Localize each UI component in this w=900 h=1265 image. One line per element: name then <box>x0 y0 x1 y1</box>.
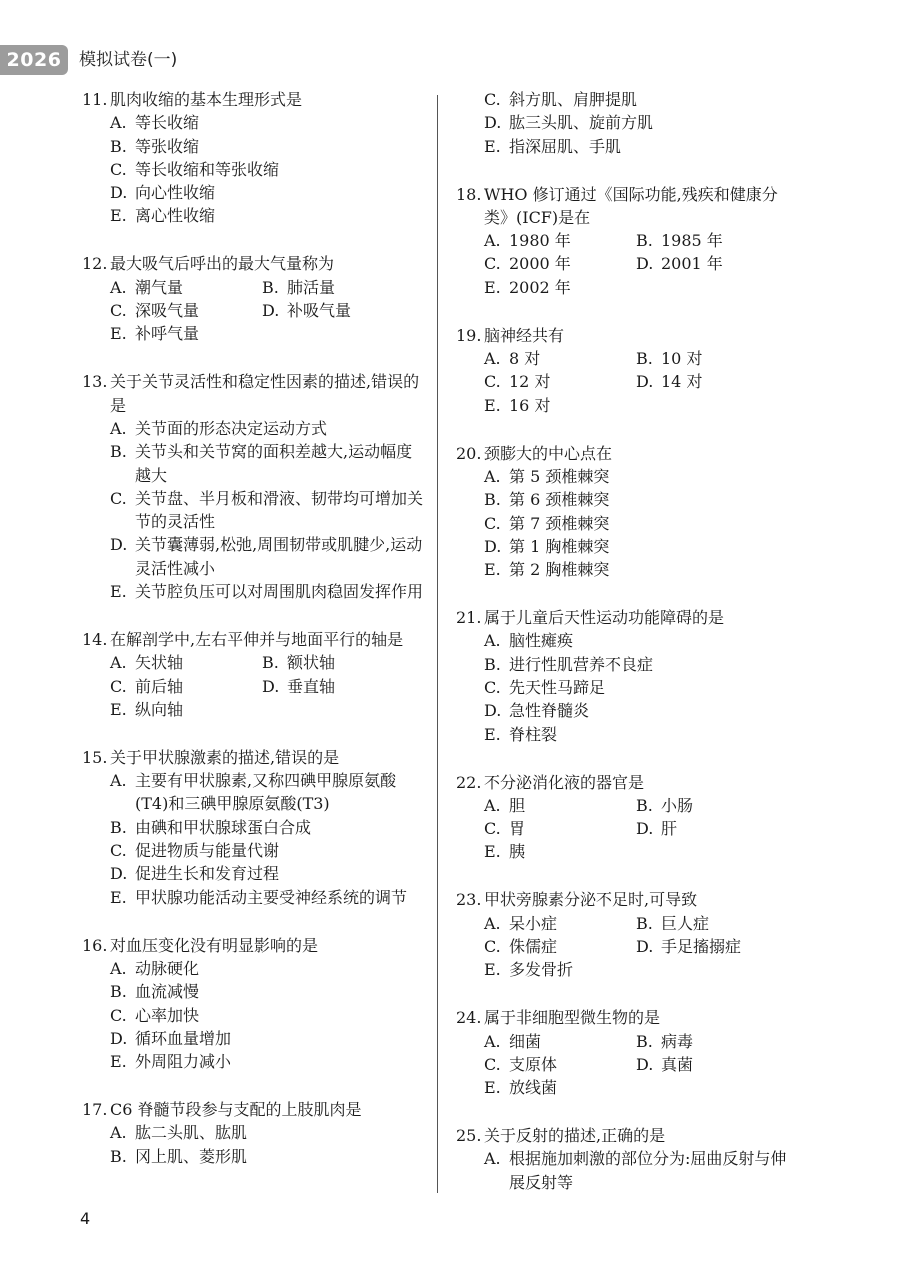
option-e: E. 补呼气量 <box>110 324 200 344</box>
option-d: D. 2001 年 <box>636 254 723 274</box>
option-d: D. 肱三头肌、旋前方肌 <box>484 113 654 133</box>
question-stem: 关于关节灵活性和稳定性因素的描述,错误的是 <box>110 372 420 415</box>
option-a: A. 潮气量 <box>110 277 184 297</box>
option-a: A. 胆 <box>484 795 526 815</box>
question-stem: 属于儿童后天性运动功能障碍的是 <box>484 608 725 628</box>
question-22 <box>456 771 801 864</box>
option-a: A. 等长收缩 <box>110 113 200 133</box>
option-e: E. 外周阻力减小 <box>110 1052 232 1072</box>
option-c: C. 促进物质与能量代谢 <box>110 841 280 861</box>
option-d: D. 14 对 <box>636 372 703 392</box>
option-c: C. 胃 <box>484 819 526 839</box>
option-b: B. 额状轴 <box>262 653 336 673</box>
option-b: B. 等张收缩 <box>110 136 200 156</box>
question-stem: 对血压变化没有明显影响的是 <box>110 935 319 955</box>
option-a: A. 1980 年 <box>484 231 571 251</box>
option-d: D. 促进生长和发育过程 <box>110 864 280 884</box>
option-c: C. 支原体 <box>484 1054 558 1074</box>
option-d: D. 补吸气量 <box>262 301 352 321</box>
column-divider <box>437 95 438 1193</box>
option-d: D. 向心性收缩 <box>110 183 216 203</box>
question-number: 20. <box>456 443 482 463</box>
question-25 <box>456 1124 801 1194</box>
option-c: C. 侏儒症 <box>484 937 558 957</box>
option-e: E. 16 对 <box>484 395 551 415</box>
option-a: A. 矢状轴 <box>110 653 184 673</box>
question-18 <box>456 183 801 299</box>
option-a: A. 肱二头肌、肱肌 <box>110 1123 248 1143</box>
question-stem: 关于甲状腺激素的描述,错误的是 <box>110 747 340 767</box>
option-a: A. 主要有甲状腺素,又称四碘甲腺原氨酸(T4)和三碘甲腺原氨酸(T3) <box>110 771 397 814</box>
option-b: B. 病毒 <box>636 1031 694 1051</box>
question-number: 12. <box>82 254 108 274</box>
option-b: B. 1985 年 <box>636 231 723 251</box>
option-c: C. 前后轴 <box>110 676 184 696</box>
question-stem: 最大吸气后呼出的最大气量称为 <box>110 254 335 274</box>
option-b: B. 血流减慢 <box>110 982 200 1002</box>
question-number: 23. <box>456 890 482 910</box>
question-15 <box>82 746 427 909</box>
option-b: B. 肺活量 <box>262 277 336 297</box>
option-e: E. 胰 <box>484 842 526 862</box>
question-stem: 甲状旁腺素分泌不足时,可导致 <box>484 890 698 910</box>
option-a: A. 关节面的形态决定运动方式 <box>110 418 328 438</box>
option-d: D. 关节囊薄弱,松弛,周围韧带或肌腱少,运动灵活性减小 <box>110 535 423 578</box>
exam-title: 模拟试卷(一) <box>79 50 178 70</box>
option-d: D. 肝 <box>636 819 678 839</box>
question-23 <box>456 888 801 981</box>
right-column <box>456 88 801 1219</box>
question-16 <box>82 934 427 1074</box>
question-stem: WHO 修订通过《国际功能,残疾和健康分类》(ICF)是在 <box>484 184 778 227</box>
option-d: D. 循环血量增加 <box>110 1028 232 1048</box>
question-number: 21. <box>456 608 482 628</box>
question-20 <box>456 442 801 582</box>
option-e: E. 放线菌 <box>484 1078 558 1098</box>
question-19 <box>456 324 801 417</box>
option-c: C. 斜方肌、肩胛提肌 <box>484 90 638 109</box>
option-c: C. 2000 年 <box>484 254 571 274</box>
option-d: D. 垂直轴 <box>262 676 336 696</box>
option-e: E. 2002 年 <box>484 277 571 297</box>
page-header <box>0 45 900 77</box>
question-24 <box>456 1006 801 1099</box>
question-stem: C6 脊髓节段参与支配的上肢肌肉是 <box>110 1100 362 1120</box>
question-13 <box>82 370 427 603</box>
question-stem: 不分泌消化液的器官是 <box>484 772 645 792</box>
option-c: C. 先天性马蹄足 <box>484 677 606 697</box>
option-e: E. 脊柱裂 <box>484 724 558 744</box>
question-stem: 属于非细胞型微生物的是 <box>484 1008 661 1028</box>
question-number: 15. <box>82 747 108 767</box>
option-d: D. 真菌 <box>636 1054 694 1074</box>
option-c: C. 12 对 <box>484 372 551 392</box>
option-c: C. 第 7 颈椎棘突 <box>484 513 610 533</box>
option-c: C. 关节盘、半月板和滑液、韧带均可增加关节的灵活性 <box>110 488 424 532</box>
question-14 <box>82 628 427 721</box>
question-stem: 肌肉收缩的基本生理形式是 <box>110 90 303 109</box>
option-c: C. 深吸气量 <box>110 301 200 321</box>
option-a: A. 脑性瘫痪 <box>484 631 574 651</box>
question-number: 18. <box>456 184 482 204</box>
option-b: B. 进行性肌营养不良症 <box>484 654 654 674</box>
question-number: 13. <box>82 372 108 392</box>
page-number: 4 <box>80 1209 91 1228</box>
option-a: A. 8 对 <box>484 349 541 369</box>
question-number: 22. <box>456 772 482 792</box>
question-number: 14. <box>82 630 108 649</box>
option-b: B. 冈上肌、菱形肌 <box>110 1146 248 1166</box>
option-e: E. 多发骨折 <box>484 960 574 980</box>
question-17-continued <box>456 88 801 158</box>
option-b: B. 巨人症 <box>636 913 710 933</box>
year-badge: 2026 <box>0 45 68 75</box>
option-e: E. 指深屈肌、手肌 <box>484 136 622 156</box>
option-e: E. 关节腔负压可以对周围肌肉稳固发挥作用 <box>110 582 424 602</box>
option-e: E. 第 2 胸椎棘突 <box>484 560 610 580</box>
option-a: A. 动脉硬化 <box>110 958 200 978</box>
question-number: 25. <box>456 1126 482 1146</box>
question-11 <box>82 88 427 228</box>
question-stem: 在解剖学中,左右平伸并与地面平行的轴是 <box>110 630 404 649</box>
question-number: 17. <box>82 1100 108 1120</box>
option-c: C. 心率加快 <box>110 1005 200 1025</box>
question-stem: 颈膨大的中心点在 <box>484 443 613 463</box>
option-e: E. 离心性收缩 <box>110 206 216 226</box>
question-number: 24. <box>456 1008 482 1028</box>
question-number: 16. <box>82 935 108 955</box>
option-b: B. 第 6 颈椎棘突 <box>484 490 610 510</box>
option-a: A. 呆小症 <box>484 913 558 933</box>
option-a: A. 根据施加刺激的部位分为:屈曲反射与伸展反射等 <box>484 1149 787 1192</box>
option-c: C. 等长收缩和等张收缩 <box>110 159 280 179</box>
option-b: B. 小肠 <box>636 795 694 815</box>
option-b: B. 关节头和关节窝的面积差越大,运动幅度越大 <box>110 442 413 485</box>
question-21 <box>456 606 801 746</box>
option-e: E. 甲状腺功能活动主要受神经系统的调节 <box>110 887 408 907</box>
left-column <box>82 88 427 1193</box>
option-a: A. 细菌 <box>484 1031 542 1051</box>
question-12 <box>82 252 427 345</box>
option-d: D. 手足搐搦症 <box>636 937 742 957</box>
question-17 <box>82 1098 427 1168</box>
option-b: B. 10 对 <box>636 349 703 369</box>
option-d: D. 第 1 胸椎棘突 <box>484 536 610 556</box>
option-b: B. 由碘和甲状腺球蛋白合成 <box>110 817 312 837</box>
question-number: 11. <box>82 90 108 109</box>
option-e: E. 纵向轴 <box>110 699 184 719</box>
option-d: D. 急性脊髓炎 <box>484 701 590 721</box>
question-stem: 脑神经共有 <box>484 325 565 345</box>
option-a: A. 第 5 颈椎棘突 <box>484 466 610 486</box>
question-stem: 关于反射的描述,正确的是 <box>484 1126 666 1146</box>
question-number: 19. <box>456 325 482 345</box>
